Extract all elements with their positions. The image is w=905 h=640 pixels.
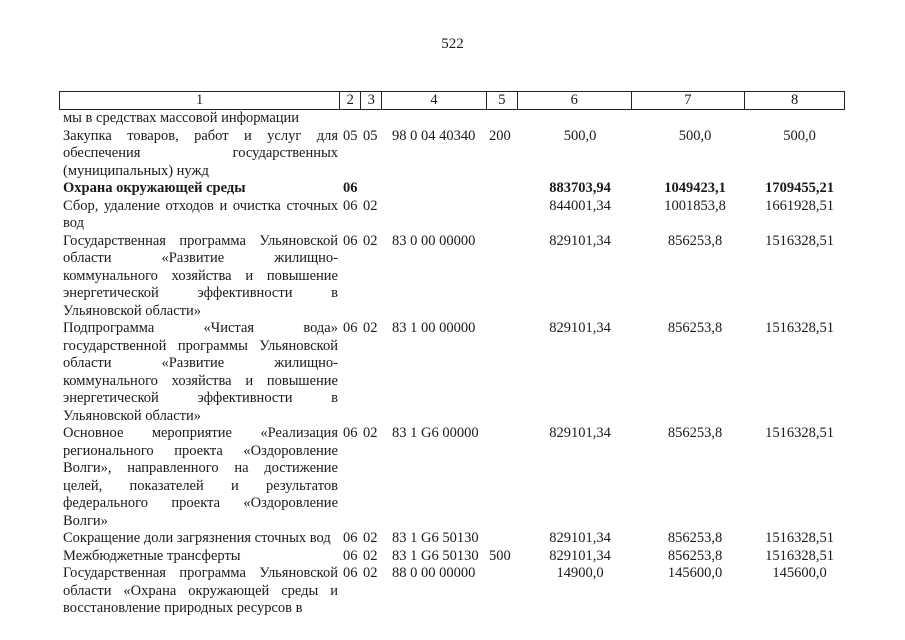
row-name: Государственная программа Ульяновской области «Развитие жилищно-коммунального хозяйства и повышение энергетической эффективности в Ульяновской области» (63, 232, 338, 319)
row-amount-2: 856253,8 (667, 425, 723, 441)
row-amount-1 (518, 110, 632, 128)
row-expense-type (487, 198, 518, 233)
row-amount-1: 829101,34 (549, 530, 611, 546)
row-amount-2: 856253,8 (667, 320, 723, 336)
row-section (340, 110, 361, 128)
budget-table (59, 91, 845, 618)
row-amount-3: 1516328,51 (765, 232, 834, 249)
column-header-1: 1 (60, 92, 340, 109)
row-amount-3: 1516328,51 (765, 547, 834, 564)
row-section: 06 (343, 232, 358, 249)
row-name: Межбюджетные трансферты (63, 547, 241, 564)
row-expense-type (487, 233, 518, 321)
table-row (59, 425, 845, 530)
row-target-code (382, 198, 487, 233)
row-amount-3: 1516328,51 (765, 425, 834, 441)
row-expense-type: 500 (489, 547, 511, 564)
row-section: 06 (343, 197, 358, 214)
row-amount-3: 1709455,21 (765, 180, 834, 196)
column-header-3: 3 (361, 92, 382, 109)
row-amount-2: 856253,8 (667, 547, 723, 564)
row-amount-1: 829101,34 (549, 425, 611, 441)
row-expense-type (487, 180, 518, 198)
row-amount-3: 1516328,51 (765, 320, 834, 336)
row-subsection: 02 (363, 530, 378, 546)
row-section: 06 (343, 180, 358, 196)
row-amount-2: 856253,8 (667, 232, 723, 249)
column-header-4: 4 (382, 92, 487, 109)
table-row (59, 180, 845, 198)
row-target-code: 83 1 G6 50130 (392, 547, 479, 564)
row-subsection: 05 (363, 127, 378, 144)
row-section: 06 (343, 547, 358, 564)
row-name: Подпрограмма «Чистая вода» государственной программы Ульяновской области «Развитие жилищно-коммунального хозяйства и повышение энергетической эффективности в Ульяновской области» (63, 320, 338, 424)
row-target-code (382, 110, 487, 128)
row-subsection: 02 (363, 547, 378, 564)
row-section: 05 (343, 127, 358, 144)
row-amount-2: 1049423,1 (664, 180, 726, 196)
row-amount-1: 844001,34 (549, 197, 611, 214)
table-row (59, 128, 845, 181)
row-amount-1: 500,0 (563, 127, 597, 144)
row-target-code: 83 1 00 00000 (392, 320, 476, 336)
column-header-7: 7 (632, 92, 746, 109)
row-name: Основное мероприятие «Реализация регионального проекта «Оздоровление Волги», направленного на достижение целей, показателей и результатов федерального проекта «Оздоровление Волги» (63, 425, 338, 529)
row-amount-2: 1001853,8 (664, 197, 726, 214)
row-amount-3 (746, 110, 845, 128)
row-section: 06 (343, 425, 358, 441)
row-target-code: 83 1 G6 00000 (392, 425, 479, 441)
row-name: Сбор, удаление отходов и очистка сточных вод (63, 197, 338, 231)
column-header-5: 5 (487, 92, 518, 109)
row-amount-3: 1661928,51 (765, 197, 834, 214)
table-body (59, 110, 845, 618)
row-name: мы в средствах массовой информации (63, 110, 300, 126)
row-amount-1: 829101,34 (549, 320, 611, 336)
row-subsection: 02 (363, 425, 378, 441)
row-amount-2 (632, 110, 746, 128)
row-subsection: 02 (363, 232, 378, 249)
row-amount-2: 500,0 (678, 127, 712, 144)
row-amount-3: 145600,0 (772, 565, 827, 581)
column-header-2: 2 (340, 92, 361, 109)
row-amount-2: 856253,8 (667, 530, 723, 546)
table-header-row (59, 91, 845, 110)
row-amount-3: 1516328,51 (765, 530, 834, 546)
row-amount-1: 14900,0 (556, 565, 604, 581)
row-target-code: 83 1 G6 50130 (392, 530, 479, 546)
row-target-code: 98 0 04 40340 (392, 127, 476, 144)
row-expense-type (487, 530, 518, 548)
row-amount-1: 829101,34 (549, 232, 611, 249)
row-section: 06 (343, 530, 358, 546)
row-name: Сокращение доли загрязнения сточных вод (63, 530, 331, 546)
table-row (59, 110, 845, 128)
row-target-code: 83 0 00 00000 (392, 232, 476, 249)
row-expense-type (487, 110, 518, 128)
row-amount-2: 145600,0 (667, 565, 723, 581)
table-row (59, 548, 845, 566)
row-amount-3: 500,0 (783, 127, 816, 144)
row-subsection: 02 (363, 565, 378, 581)
column-header-6: 6 (518, 92, 632, 109)
row-amount-1: 883703,94 (549, 180, 611, 196)
row-subsection (361, 110, 382, 128)
column-header-8: 8 (791, 92, 799, 108)
row-target-code (382, 180, 487, 198)
page-number: 522 (441, 36, 464, 52)
table-row (59, 233, 845, 321)
row-name: Закупка товаров, работ и услуг для обеспечения государственных (муниципальных) нужд (63, 127, 338, 179)
table-row (59, 530, 845, 548)
row-expense-type (487, 425, 518, 530)
row-expense-type: 200 (489, 127, 511, 144)
row-amount-1: 829101,34 (549, 547, 611, 564)
row-expense-type (487, 565, 518, 618)
table-row (59, 198, 845, 233)
table-row (59, 320, 845, 425)
row-name: Государственная программа Ульяновской области «Охрана окружающей среды и восстановление природных ресурсов в (63, 565, 338, 616)
row-subsection (361, 180, 382, 198)
table-row (59, 565, 845, 618)
row-expense-type (487, 320, 518, 425)
row-section: 06 (343, 565, 358, 581)
row-name: Охрана окружающей среды (63, 180, 246, 196)
row-subsection: 02 (363, 197, 378, 214)
row-target-code: 88 0 00 00000 (392, 565, 476, 581)
row-subsection: 02 (363, 320, 378, 336)
row-section: 06 (343, 320, 358, 336)
